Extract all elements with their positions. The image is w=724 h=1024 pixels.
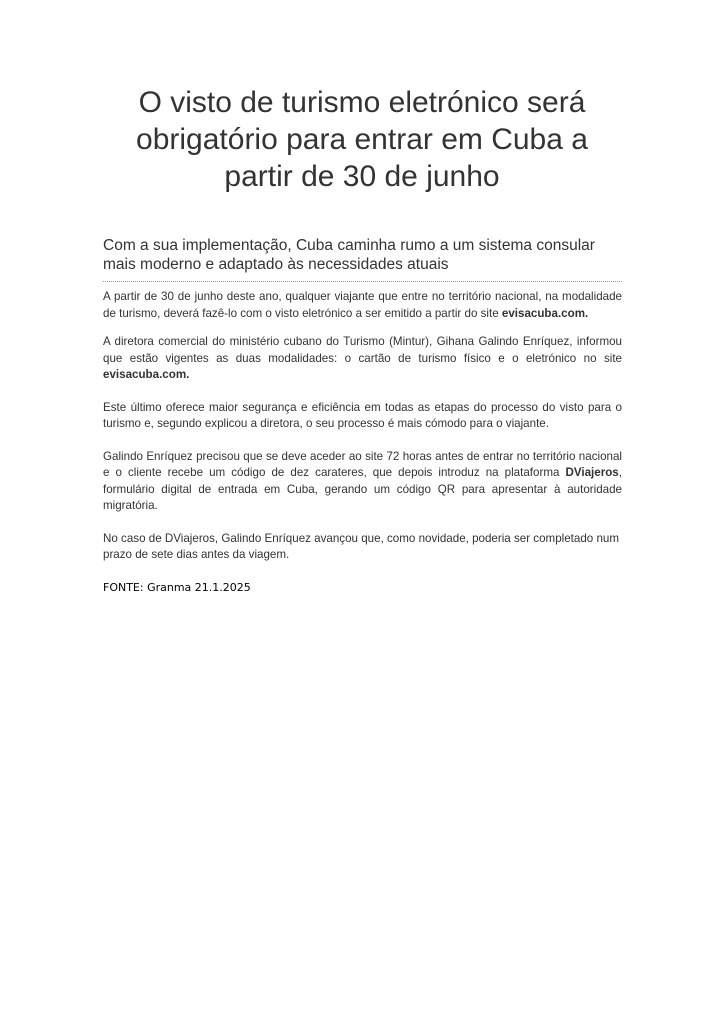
site-link-2: evisacuba.com. xyxy=(103,368,190,381)
paragraph-4 xyxy=(103,449,622,515)
dviajeros-platform-name: DViajeros xyxy=(565,466,619,479)
paragraph-2-text: A diretora comercial do ministério cubano do Turismo (Mintur), Gihana Galindo Enríquez, informou que estão vigentes as duas modalidades: o cartão de turismo físico e o eletrónico no site xyxy=(103,335,622,365)
source-line: FONTE: Granma 21.1.2025 xyxy=(103,580,251,594)
paragraph-1 xyxy=(103,289,622,322)
article-title: O visto de turismo eletrónico será obrigatório para entrar em Cuba a partir de 30 de junho xyxy=(136,86,588,193)
paragraph-4-text-b: , formulário digital de entrada em Cuba, gerando um código QR para apresentar à autoridade migratória. xyxy=(103,466,622,512)
paragraph-1-text: A partir de 30 de junho deste ano, qualquer viajante que entre no território nacional, na modalidade de turismo, deverá fazê-lo com o visto eletrónico a ser emitido a partir do site xyxy=(103,290,622,320)
paragraph-4-text-a: Galindo Enríquez precisou que se deve aceder ao site 72 horas antes de entrar no território nacional e o cliente recebe um código de dez carateres, que depois introduz na plataforma xyxy=(103,449,622,479)
article-subtitle: Com a sua implementação, Cuba caminha rumo a um sistema consular mais moderno e adaptado às necessidades atuais xyxy=(103,237,595,273)
dotted-divider xyxy=(103,281,622,282)
paragraph-5: No caso de DViajeros, Galindo Enríquez avançou que, como novidade, poderia ser completado num prazo de sete dias antes da viagem. xyxy=(103,531,620,561)
article-body xyxy=(103,289,622,596)
site-link-1: evisacuba.com. xyxy=(501,306,589,320)
paragraph-2 xyxy=(103,334,622,384)
paragraph-3: Este último oferece maior segurança e eficiência em todas as etapas do processo do visto para o turismo e, segundo explicou a diretora, o seu processo é mais cómodo para o viajante. xyxy=(103,400,622,430)
